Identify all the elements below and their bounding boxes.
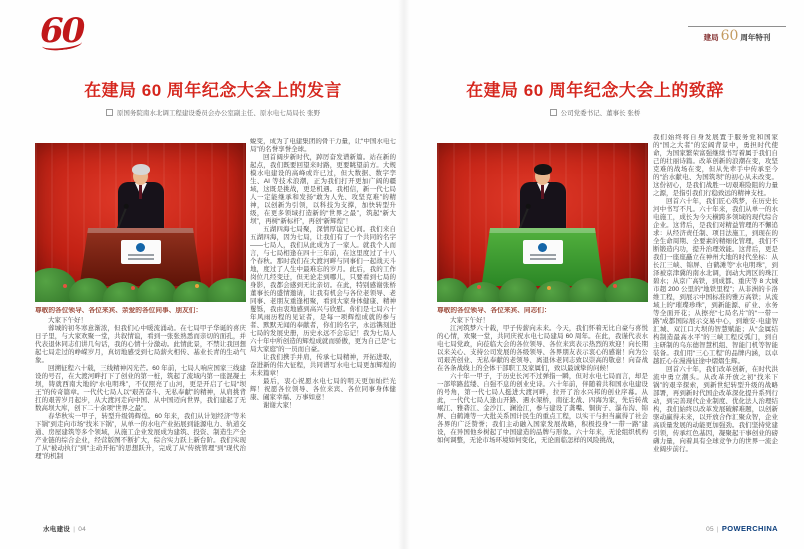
paragraph-list bbox=[35, 325, 246, 461]
byline-square-icon bbox=[550, 109, 557, 116]
flower-icon bbox=[613, 284, 617, 288]
paragraph: 蓉城的初冬寒意渐浓，但我们心中暖流涌动。在七局甲子华诞的喜庆日子里，与大家欢聚一堂，共叙情谊，看到一张张熟悉而亲切的面孔，并代表退休同志们讲几句话，我的心情十分激动。此情此景，不禁让我回想起七局走过的峥嵘岁月，真切地感受到七局薪火相传、基业长青的生动气象。 bbox=[35, 325, 246, 364]
anniversary-60-logo: 60 bbox=[40, 11, 84, 51]
continuation-paragraph: 蜕变，成为了电建集团的骨干力量，让“中国水电七局”的名誉享誉全球。 bbox=[250, 138, 396, 153]
flower-icon bbox=[547, 286, 551, 290]
footer-separator: | bbox=[716, 526, 719, 533]
page-number: 05 bbox=[706, 526, 714, 533]
paragraph: 谢谢大家！ bbox=[263, 402, 296, 409]
issue-badge-prefix: 建局 bbox=[703, 33, 719, 42]
continuation-paragraph: 我们始终将自身发展置于服务党和国家的“国之大者”的宏阔背景中，勇担时代使命，为国家繁荣富强继续书写着属于我们自己的壮丽诗篇。改革创新的浪潮在变，攻坚克难的战场在变，但从先辈手中传承至今的“治水献电、为国筑坝”的初心从未改变。这份初心，是我们战胜一切艰难险阻的力量之源，是指引我们行稳致远的精神支柱。 bbox=[653, 134, 778, 197]
speaker-hair bbox=[132, 164, 150, 175]
left-article bbox=[30, 0, 396, 549]
plant-icon bbox=[569, 278, 609, 302]
page-number: 04 bbox=[78, 526, 87, 533]
hello-line: 大家下午好！ bbox=[450, 317, 489, 324]
podium-logo-panel bbox=[523, 240, 563, 264]
left-article-title: 在建局 60 周年纪念大会上的发言 bbox=[84, 81, 342, 100]
tie bbox=[541, 185, 544, 199]
left-article-column-2 bbox=[250, 138, 396, 520]
magazine-name: 水电建设 bbox=[43, 526, 71, 533]
speaker-hair bbox=[534, 164, 552, 175]
page-gutter bbox=[398, 0, 410, 549]
flower-row bbox=[35, 276, 246, 302]
paragraph-list bbox=[653, 198, 778, 454]
company-logo-icon bbox=[538, 243, 547, 252]
byline-text: 原国务院南水北调工程建设委员会办公室副主任、原水电七局局长 张野 bbox=[116, 110, 321, 117]
paragraph: 春华秋实一甲子，转型升级铸辉煌。60 年来，我们从计划经济“等米下锅”到走向市场“找米下锅”，从单一的水电产业拓展到能源电力、轨道交通、房屋建筑等多个领域，从施工企业发展成为建筑、投资、制造生产全产业链的综合企业，经营版图不断扩大，综合实力跃上新台阶。我们实现了从“被动执行”到“主动开拓”的思想跃升，完成了从“传统管理”到“现代治理”的机制 bbox=[35, 413, 246, 460]
company-logo-icon bbox=[136, 243, 145, 252]
greeting-line: 尊敬的各位领导、各位来宾、亲爱的各位同事、朋友们： bbox=[35, 307, 203, 314]
byline-text: 公司党委书记、董事长 张桥 bbox=[560, 110, 641, 117]
plant-icon bbox=[207, 278, 246, 302]
paragraph: 最后，衷心祝愿水电七局的明天更加灿烂光辉！祝愿各位领导、各位来宾、各位同事身体健康、阖家幸福、万事如意！ bbox=[250, 378, 396, 401]
right-article-column-1 bbox=[437, 307, 648, 521]
left-article-column-1 bbox=[35, 307, 246, 521]
paragraph: 让我们携手并肩，传承七局精神，开拓进取，奋进新的伟大征程，共同谱写水电七局更加辉煌的未来篇章！ bbox=[250, 354, 396, 377]
paragraph: 回溯征程六十载，三线精神闪光芒。60 年前，七局人响应国家三线建设的号召，在大渡河畔打下了创业的第一桩，筑起了流域内第一座混凝土坝，铸就西南大地的“水电明珠”，不仅照亮了山河，更是开启了七局“坝王”的传奇篇章。一代代七局人以“艰苦奋斗、无私奉献”的精神，从肩挑背扛的艰苦岁月起步，从大渡河走向中国、从中国迈向世界，我们建起了无数高坝大库，创下二十余项“世界之最”。 bbox=[35, 365, 246, 412]
powerchina-logo: POWERCHINA bbox=[721, 524, 778, 533]
logo-text-line bbox=[128, 258, 154, 260]
podium-top bbox=[482, 228, 604, 233]
speaker-photo-right bbox=[437, 143, 648, 302]
logo-text-line bbox=[530, 258, 556, 260]
flower-icon bbox=[477, 285, 481, 289]
footer-left bbox=[43, 524, 86, 533]
logo-text-line bbox=[530, 254, 556, 256]
plant-icon bbox=[463, 282, 503, 302]
flower-icon bbox=[131, 286, 135, 290]
flower-row bbox=[437, 276, 648, 302]
speaker-photo-left bbox=[35, 143, 246, 302]
right-article-title: 在建局 60 周年纪念大会上的致辞 bbox=[466, 81, 724, 100]
plant-icon bbox=[499, 278, 539, 302]
issue-badge-number: 60 bbox=[720, 28, 739, 44]
paragraph: 回首阔步新时代，踔厉奋发谱新篇。站在新的起点，我们既要回望来时路，更要眺望前方。大规模水电建设的高峰或许已过，但大数据、数字孪生、AI 等技术浪潮，正为我们打开更加广阔的疆域，这既是挑战，更是机遇。我相信，新一代七局人一定能继承和发扬“敢为人先、攻坚克难”的精神，以创新为引领，以科技为支撑，加快转型升级，在更多领域打造新的“世界之最”，筑起“新大坝”，再树“新标杆”，再创“新辉煌”！ bbox=[250, 154, 396, 225]
flower-icon bbox=[195, 284, 199, 288]
right-article bbox=[412, 0, 778, 549]
right-article-byline bbox=[412, 108, 778, 117]
right-article-column-2 bbox=[653, 134, 778, 520]
paragraph-list bbox=[437, 325, 648, 445]
byline-square-icon bbox=[106, 109, 113, 116]
hello-line: 大家下午好！ bbox=[48, 317, 87, 324]
plant-icon bbox=[137, 278, 177, 302]
paragraph: 江河筑梦六十载，甲子传薪向未来。今天，我们怀着无比自豪与喜悦的心情，欢聚一堂，共同庆祝水电七局建局 60 周年。在此，我谨代表水电七局党政，向莅临大会的各位领导、各位来宾表示热烈的欢迎！向长期以来关心、支持公司发展的各级领导、各界朋友表示衷心的感谢！向为公司艰苦创业、无私奉献的老领导、离退休老同志致以崇高的敬意！向奋战在各条战线上的全体干部职工及家属们，致以最诚挚的问候！ bbox=[437, 325, 648, 372]
podium-top bbox=[80, 228, 202, 233]
left-article-byline bbox=[30, 108, 396, 117]
greeting-line: 尊敬的各位领导、各位来宾、同志们： bbox=[437, 307, 551, 314]
issue-badge-suffix: 周年特刊 bbox=[740, 33, 771, 42]
paragraph: 六十年一甲子，于历史长河不过弹指一瞬，但对水电七局而言，却是一部筚路蓝缕、自强不息的创业史诗。六十年前，伴随着共和国水电建设的号角，第一代七局人挺进大渡河畔，拉开了治水兴邦的创业序幕。从此，一代代七局人逢山开路、遇水架桥，南征北战、四海为家，先后转战岷江、雅砻江、金沙江、澜沧江，参与建设了龚嘴、铜街子、瀑布沟、锦屏、白鹤滩等一大批关系国计民生的重点工程，以实干与担当赢得了社会各界的广泛赞誉；我们主动融入国家发展战略，积极投身“一带一路”建设，在异国他乡树起了中国建造的品牌与形象。六十年来，无论组织机构如何调整，无论市场环境如何变化，无论面临怎样的风险挑战， bbox=[437, 373, 648, 444]
footer-right bbox=[706, 524, 778, 533]
podium-logo-panel bbox=[121, 240, 161, 264]
logo-text-line bbox=[128, 254, 154, 256]
tie bbox=[139, 185, 142, 199]
flower-icon bbox=[63, 284, 67, 288]
paragraph-list bbox=[250, 154, 396, 410]
paragraph: 回首六十年，我们改革创新，在时代洪流中勇立潮头。从改革开放之初“找米下锅”的艰辛探索，到新世纪转型升级的战略部署，再到新时代国企改革深化提升系列行动，到完善现代企业制度、优化法人治理结构，我们始终以改革发展破解难题，以创新驱动赢得未来，以开放合作汇聚众智，企业高质量发展的动能更加强劲。我们坚持党建引领，传承红色基因，凝聚起干事创业的磅礴力量，向着具有全球竞争力的世界一流企业阔步前行。 bbox=[653, 366, 778, 453]
paragraph: 回首六十年，我们匠心筑梦，在历史长河中书写不凡。六十年来，我们从单一的水电施工，成长为今天横跨多领域的现代综合企业。这背后，是我们对精益管理的不懈追求：从经济责任制、项目法施工，到现在的全生命周期、全要素的精细化管理，我们不断锻造内功，提升治理效能。这背后，更是我们一座座矗立在神州大地的时代坐标：从长江三峡、锦屏、白鹤滩等“水电明珠”，到泽被京津冀的南水北调，润动大湾区的珠江碧水；从京广高铁，到成都、重庆等 8 大城市超 200 公里的“地铁里程”；从非洲的卡洛维工程，到展示中国标准的雅万高铁；从流域上的“璀璨珍珠”，到新能源、矿业、水务等全面开花；从擦亮“七局名片”的“一带一路”成都国际展示交易中心，到雄安·电建智汇城、双江口大坝的智慧赋能；从“金属结构制造最高水平”的三峡工程反弧门，到自主研制的乌东德智慧机组、智能门机等智能装备。我们用“三心工程”的品牌内涵，以卓越匠心在漫漫征途中熠熠生辉。 bbox=[653, 198, 778, 365]
plant-icon bbox=[605, 278, 648, 302]
footer-separator: | bbox=[73, 526, 76, 533]
paragraph: 五湖四海七局聚，深情厚谊记心间。我们来自五湖四海，因为七局，让我们有了一个共同的名字——七局人，我们从此成为了一家人。就我个人而言，与七局相逢在四十三年前，在这里度过了十八个春秋。那时我们在大渡河畔与同事们一起战天斗地，度过了人生中最难忘的岁月。此后，我的工作岗位几经变迁，但无论走到哪儿，只要看到七局的身影，我都会感到无比亲切。在此，特别感谢张桥董事长的盛情邀请，让我有机会与各位老领导、老同事、老朋友重逢相聚，看到大家身体健康、精神矍铄，我由衷地感到高兴与欣慰。你们是七局六十年风雨历程的见证者，是每一项辉煌成就的参与者、默默无闻的奉献者，你们的名字，永远镌刻进七局的发展史册，历史永远不会忘记！我为七局人六十年中所创造的辉煌成就而骄傲，更为自己是“七局大家庭”的一员而自豪。 bbox=[250, 226, 396, 353]
